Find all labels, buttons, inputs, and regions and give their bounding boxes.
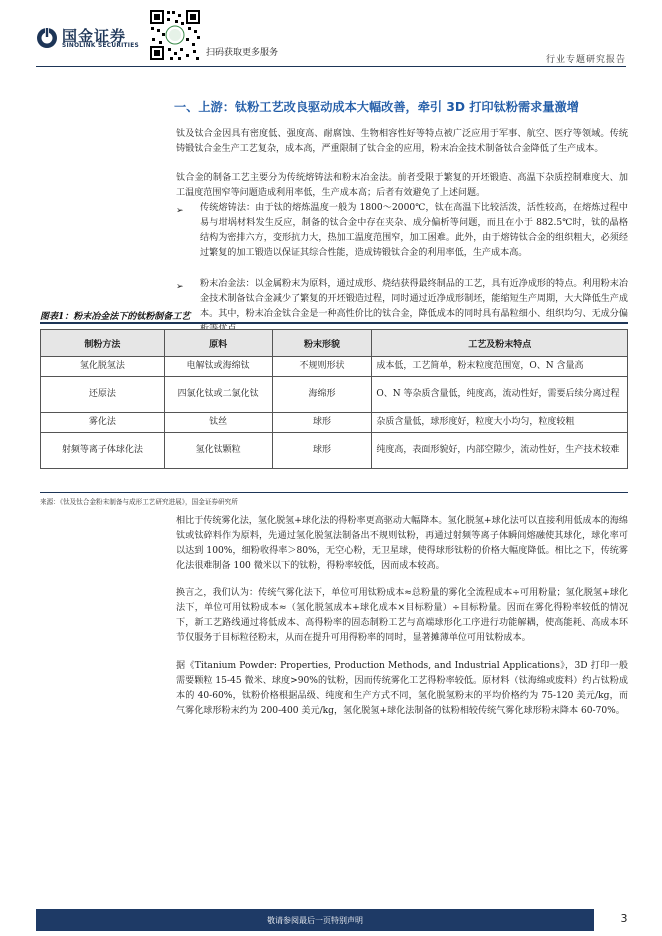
table-cell: 纯度高，表面形貌好，内部空隙少，流动性好，生产技术较难: [372, 433, 628, 469]
table-cell: 不规则形状: [272, 357, 372, 377]
table-cell: 球形: [272, 433, 372, 469]
table-caption: 图表1：粉末冶金法下的钛粉制备工艺: [40, 312, 191, 322]
table-row: [41, 413, 628, 433]
report-type-label: 行业专题研究报告: [545, 55, 626, 65]
section-title: 一、上游：钛粉工艺改良驱动成本大幅改善，牵引 3D 打印钛粉需求量激增: [174, 100, 579, 114]
price-comparison-paragraph: 据《Titanium Powder: Properties, Production Methods, and Industrial Applications》，3D 打印一般需要颗粒 15-45 微米、球度>90%的钛粉，因而传统雾化工艺得粉率较低。原材料（钛海绵或废料）约占钛粉成本的 40-60%，钛粉价格根据品级、纯度和生产方式不同，氢化脱氢粉末的平均价格约为 75-120 美元/kg，而气雾化球形粉末约为 200-400 美元/kg，氢化脱氢+球化法制备的钛粉相较传统气雾化球形粉末降本 60-70%。: [176, 661, 628, 716]
bullet-arrow-icon: ➢: [176, 206, 184, 216]
table-header-row: [41, 330, 628, 357]
hdh-cost-paragraph: 相比于传统雾化法，氢化脱氢+球化法的得粉率更高驱动大幅降本。氢化脱氢+球化法可以直接利用低成本的海绵钛或钛碎料作为原料，先通过氢化脱氢法制备出不规则钛粉，再通过射频等离子体瞬间熔融使其球化，球化率可以达到 100%，细粉收得率＞80%，无空心粉，无卫星球，使得球形钛粉的价格大幅度降低。相比之下，传统雾化法很难制备 100 微米以下的钛粉，得粉率较低，因而成本较高。: [176, 516, 628, 571]
sinolink-logo-icon: [36, 27, 58, 49]
bullet-casting-method: 传统熔铸法：由于钛的熔炼温度一般为 1800～2000℃，钛在高温下比较活泼，活性较高，在熔炼过程中易与坩埚材料发生反应，制备的钛合金中存在夹杂、成分偏析等问题，而且在小于 882.5℃时，钛的晶格结构为密排六方，变形抗力大，热加工温度范围窄，加工困难。此外，由于熔铸钛合金的组织粗大，必须经过繁复的加工锻造以保证其综合性能，造成铸锻钛合金的利用率低，生产成本高。: [200, 203, 628, 258]
table-cell: 四氯化钛或二氯化钛: [164, 377, 272, 413]
table-row: [41, 433, 628, 469]
table-cell: 雾化法: [41, 413, 165, 433]
table-source-note: 来源：《钛及钛合金粉末制备与成形工艺研究进展》，国金证券研究所: [40, 498, 238, 506]
bullet-arrow-icon: ➢: [176, 282, 184, 292]
col-header-material: 原料: [164, 330, 272, 357]
table-cell: 射频等离子体球化法: [41, 433, 165, 469]
table-row: [41, 357, 628, 377]
table-cell: 成本低，工艺简单，粉末粒度范围宽，O、N 含量高: [372, 357, 628, 377]
brand-name-en: SINOLINK SECURITIES: [62, 43, 139, 49]
table-row: [41, 377, 628, 413]
table-cell: O、N 等杂质含量低，纯度高，流动性好，需要后续分离过程: [372, 377, 628, 413]
col-header-features: 工艺及粉末特点: [372, 330, 628, 357]
table-cell: 海绵形: [272, 377, 372, 413]
footer-disclaimer[interactable]: 敬请参阅最后一页特别声明: [267, 916, 363, 925]
table-cell: 氢化脱氢法: [41, 357, 165, 377]
col-header-morphology: 粉末形貌: [272, 330, 372, 357]
powder-process-table: [40, 329, 628, 469]
unit-cost-paragraph: 换言之，我们认为：传统气雾化法下，单位可用钛粉成本≈总粉量的雾化全流程成本÷可用粉量；氢化脱氢+球化法下，单位可用钛粉成本≈（氢化脱氢成本+球化成本×目标粉量）÷目标粉量。因而在雾化得粉率较低的情况下，新工艺路线通过将低成本、高得粉率的固态制粉工艺与高端球形化工序进行功能解耦，使高能耗、高成本环节仅服务于目标粒径粉末，从而在提升可用得粉率的同时，显著摊薄单位可用钛粉成本。: [176, 588, 628, 643]
methods-paragraph: 钛合金的制备工艺主要分为传统熔铸法和粉末冶金法。前者受限于繁复的开坯锻造、高温下杂质控制难度大、加工温度范围窄等问题造成利用率低，生产成本高；后者有效避免了上述问题。: [176, 173, 628, 198]
table-cell: 电解钛或海绵钛: [164, 357, 272, 377]
intro-paragraph: 钛及钛合金因具有密度低、强度高、耐腐蚀、生物相容性好等特点被广泛应用于军事、航空、医疗等领域。传统铸锻钛合金生产工艺复杂，成本高，严重限制了钛合金的应用，粉末冶金技术制备钛合金降低了生产成本。: [176, 129, 628, 154]
table-cell: 球形: [272, 413, 372, 433]
col-header-method: 制粉方法: [41, 330, 165, 357]
page-number: 3: [620, 912, 628, 925]
page-header: [0, 0, 662, 72]
scan-for-services-text: 扫码获取更多服务: [206, 48, 279, 58]
table-cell: 钛丝: [164, 413, 272, 433]
brand-name-cn: 国金证券: [62, 27, 127, 45]
table-top-rule: [40, 322, 628, 324]
qr-code-icon[interactable]: [148, 8, 202, 62]
table-cell: 还原法: [41, 377, 165, 413]
header-divider: [36, 66, 626, 67]
bullet-powder-metallurgy: 粉末冶金法：以金属粉末为原料，通过成形、烧结获得最终制品的工艺，具有近净成形的特点。利用粉末冶金技术制备钛合金减少了繁复的开坯锻造过程，同时通过近净成形制坯，能缩短生产周期，大大降低生产成本。其中，粉末冶金钛合金是一种高性价比的钛合金，降低成本的同时具有晶粒细小、组织均匀、无成分偏: [200, 279, 628, 319]
table-cell: 杂质含量低，球形度好，粒度大小均匀，粒度较粗: [372, 413, 628, 433]
table-bottom-rule: [40, 492, 628, 493]
table-cell: 氢化钛颗粒: [164, 433, 272, 469]
